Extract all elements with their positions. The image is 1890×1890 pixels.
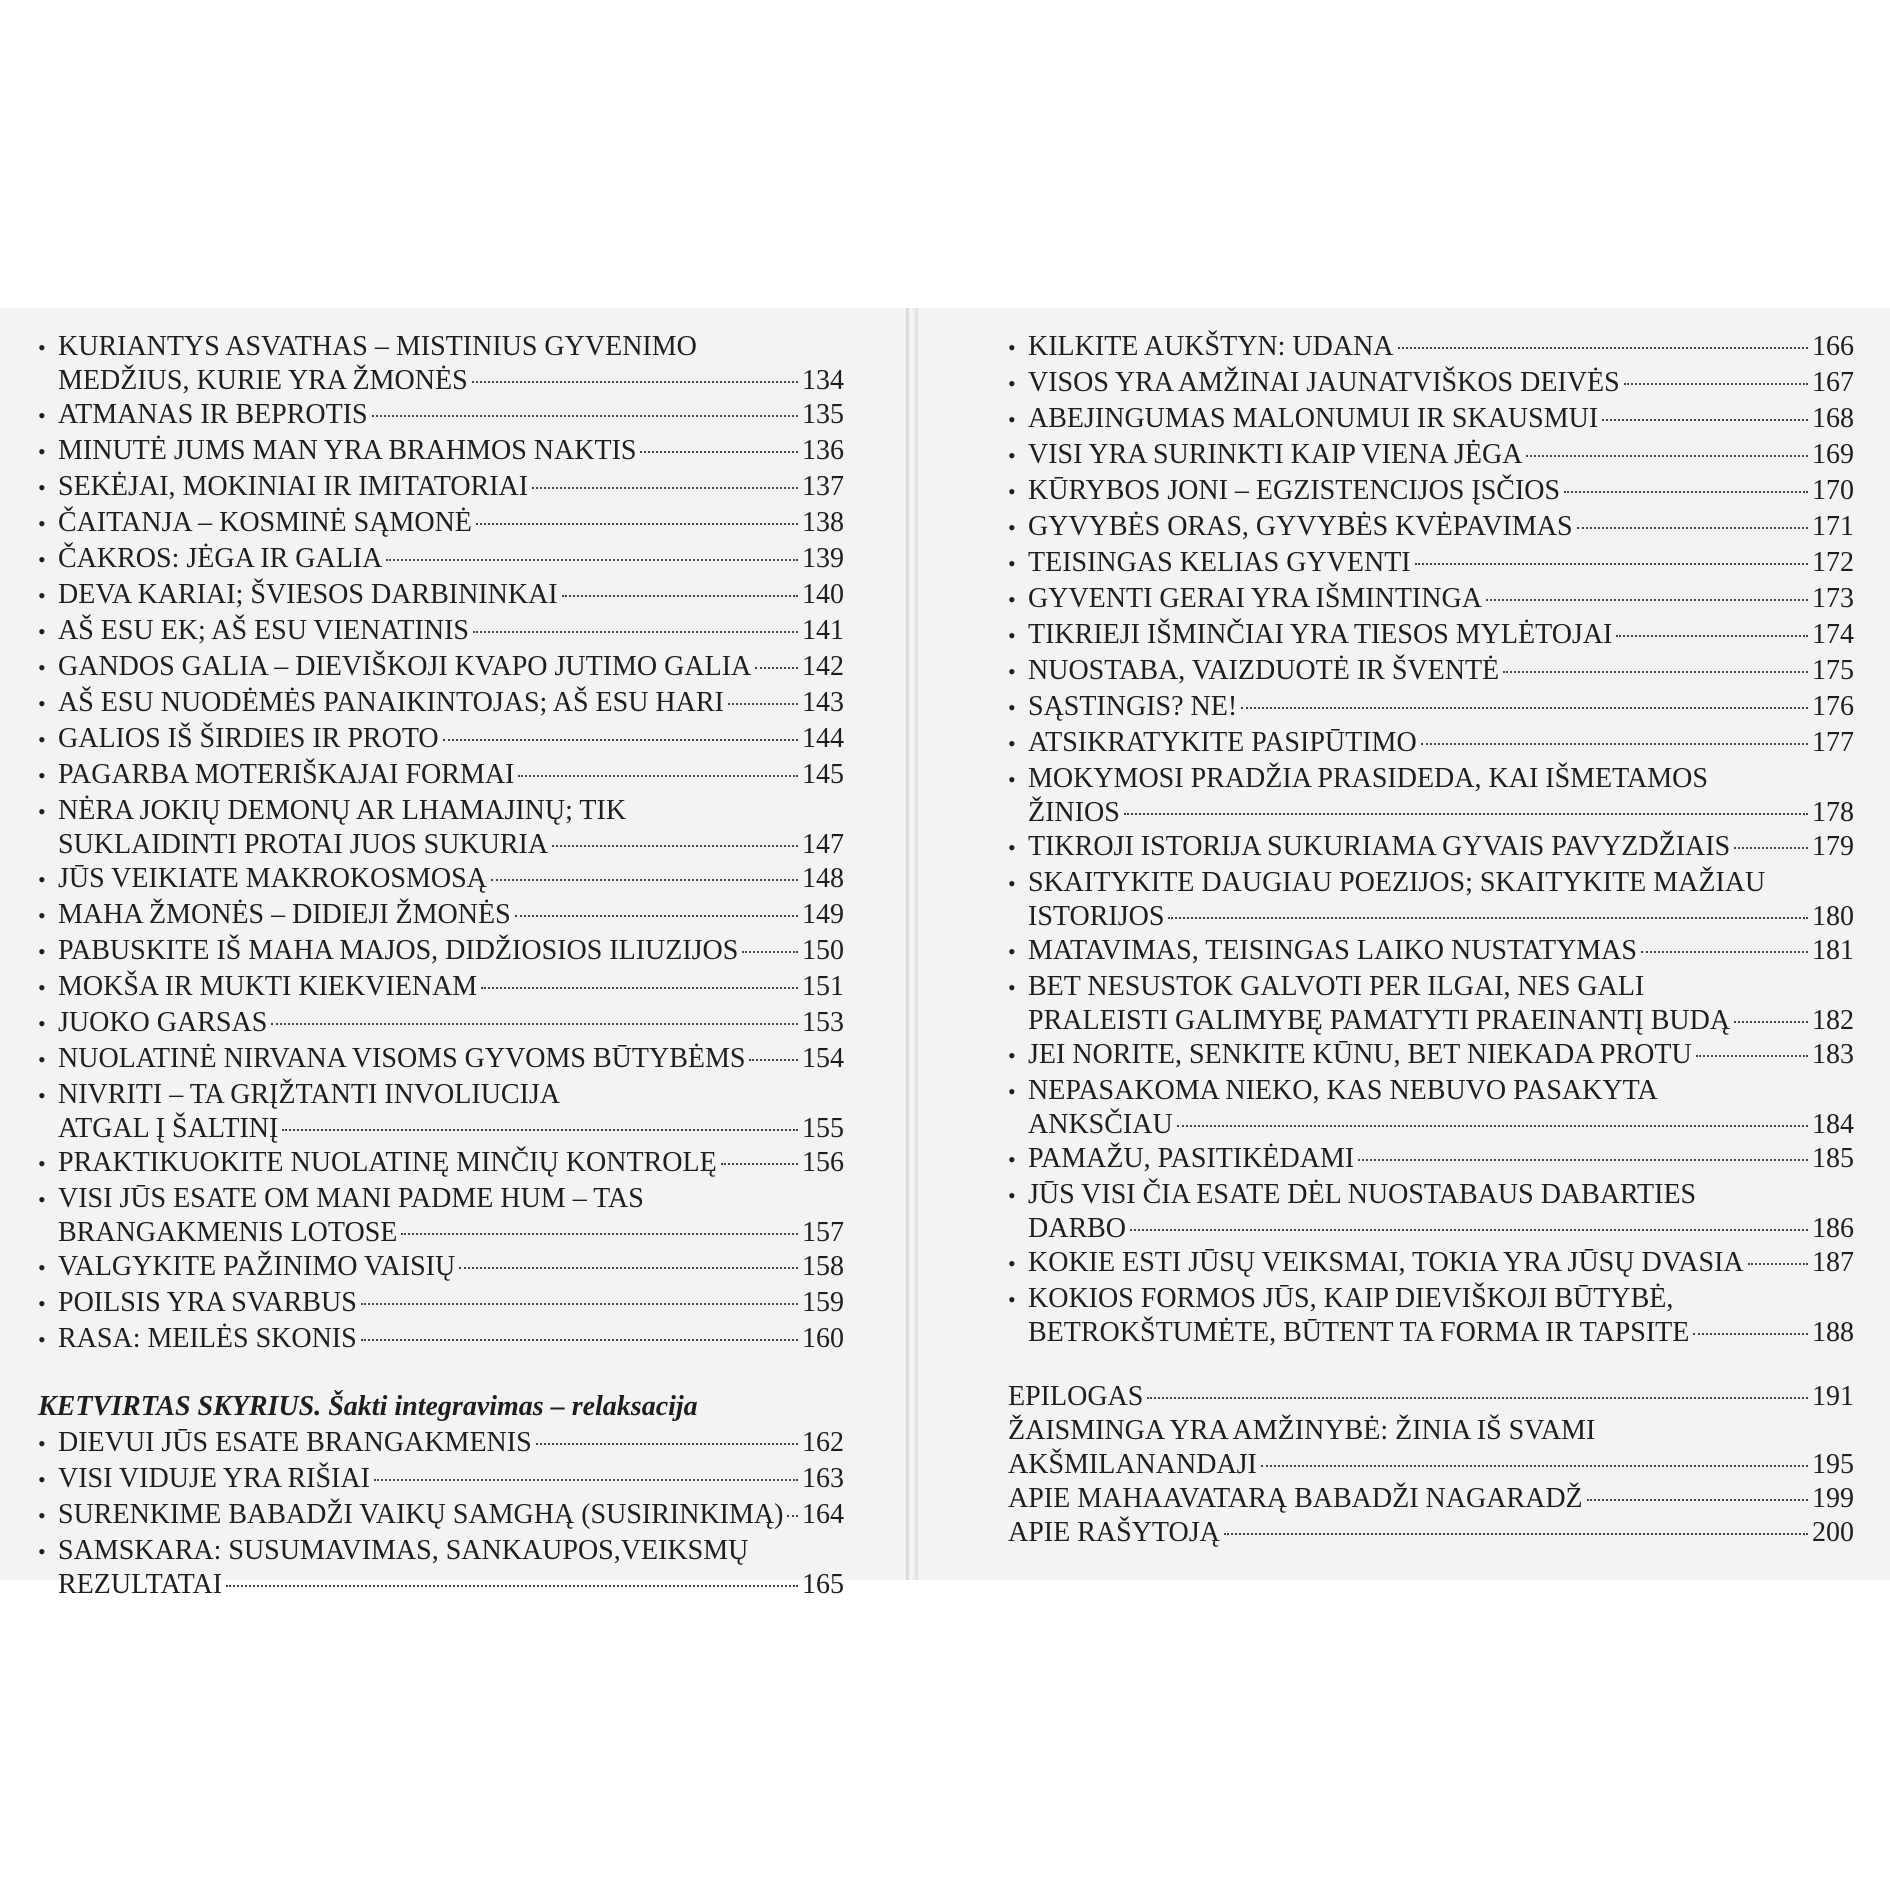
toc-page-number: 162 bbox=[802, 1427, 844, 1458]
dot-leader bbox=[1748, 1263, 1808, 1265]
bullet-icon: • bbox=[38, 511, 46, 536]
toc-entry bbox=[38, 650, 844, 686]
dot-leader bbox=[1616, 635, 1808, 637]
toc-entry bbox=[1008, 726, 1854, 762]
toc-entry bbox=[38, 542, 844, 578]
bullet-icon: • bbox=[38, 1431, 46, 1456]
toc-entry-title: KOKIE ESTI JŪSŲ VEIKSMAI, TOKIA YRA JŪSŲ DVASIA bbox=[1028, 1247, 1744, 1278]
toc-page-number: 135 bbox=[802, 399, 844, 430]
toc-entry bbox=[1008, 1482, 1854, 1516]
toc-entry-title: NEPASAKOMA NIEKO, KAS NEBUVO PASAKYTA bbox=[1028, 1075, 1658, 1106]
toc-entry-title: JUOKO GARSAS bbox=[58, 1007, 268, 1038]
toc-entry-title: MATAVIMAS, TEISINGAS LAIKO NUSTATYMAS bbox=[1028, 935, 1637, 966]
toc-page-number: 191 bbox=[1812, 1381, 1854, 1412]
bullet-icon: • bbox=[38, 939, 46, 964]
toc-entry-title: KOKIOS FORMOS JŪS, KAIP DIEVIŠKOJI BŪTYBĖ, bbox=[1028, 1283, 1674, 1314]
toc-entry bbox=[38, 686, 844, 722]
dot-leader bbox=[1564, 491, 1808, 493]
dot-leader bbox=[515, 915, 798, 917]
bullet-icon: • bbox=[38, 1255, 46, 1280]
toc-entry-title: DEVA KARIAI; ŠVIESOS DARBININKAI bbox=[58, 579, 558, 610]
toc-entry-title: KŪRYBOS JONI – EGZISTENCIJOS ĮSČIOS bbox=[1028, 475, 1561, 506]
dot-leader bbox=[1641, 951, 1808, 953]
toc-entry bbox=[38, 862, 844, 898]
toc-page-number: 180 bbox=[1812, 901, 1854, 932]
toc-entry bbox=[38, 794, 844, 862]
toc-entry bbox=[38, 470, 844, 506]
toc-entry bbox=[1008, 510, 1854, 546]
toc-entry bbox=[1008, 1142, 1854, 1178]
bullet-icon: • bbox=[1008, 515, 1016, 540]
toc-entry-title: JŪS VEIKIATE MAKROKOSMOSĄ bbox=[58, 863, 487, 894]
toc-entry bbox=[1008, 934, 1854, 970]
bullet-icon: • bbox=[1008, 975, 1016, 1000]
toc-entry-title: TIKRIEJI IŠMINČIAI YRA TIESOS MYLĖTOJAI bbox=[1028, 619, 1613, 650]
toc-entry-title: MOKYMOSI PRADŽIA PRASIDEDA, KAI IŠMETAMOS bbox=[1028, 763, 1708, 794]
toc-entry-title: GYVYBĖS ORAS, GYVYBĖS KVĖPAVIMAS bbox=[1028, 511, 1573, 542]
toc-page-number: 182 bbox=[1812, 1005, 1854, 1036]
bullet-icon: • bbox=[38, 655, 46, 680]
toc-entry bbox=[1008, 402, 1854, 438]
toc-entry-title: ISTORIJOS bbox=[1028, 901, 1165, 932]
toc-entry-title: DIEVUI JŪS ESATE BRANGAKMENIS bbox=[58, 1427, 532, 1458]
toc-entry-title: ATGAL Į ŠALTINĮ bbox=[58, 1113, 279, 1144]
toc-page-number: 168 bbox=[1812, 403, 1854, 434]
toc-entry bbox=[1008, 654, 1854, 690]
bullet-icon: • bbox=[38, 1539, 46, 1564]
toc-entry-title: SURENKIME BABADŽI VAIKŲ SAMGHĄ (SUSIRINKIMĄ) bbox=[58, 1499, 784, 1530]
bullet-icon: • bbox=[38, 1151, 46, 1176]
toc-page-number: 156 bbox=[802, 1147, 844, 1178]
toc-entry-title: RASA: MEILĖS SKONIS bbox=[58, 1323, 357, 1354]
dot-leader bbox=[536, 1443, 798, 1445]
dot-leader bbox=[1734, 1021, 1808, 1023]
dot-leader bbox=[481, 987, 798, 989]
left-toc-list bbox=[38, 330, 844, 1602]
dot-leader bbox=[1587, 1499, 1808, 1501]
bullet-icon: • bbox=[38, 799, 46, 824]
bullet-icon: • bbox=[1008, 659, 1016, 684]
toc-entry bbox=[38, 1462, 844, 1498]
toc-page-number: 167 bbox=[1812, 367, 1854, 398]
toc-page-number: 153 bbox=[802, 1007, 844, 1038]
toc-entry bbox=[1008, 474, 1854, 510]
toc-entry bbox=[1008, 830, 1854, 866]
toc-entry bbox=[38, 578, 844, 614]
dot-leader bbox=[1421, 743, 1808, 745]
dot-leader bbox=[1526, 455, 1808, 457]
dot-leader bbox=[640, 451, 798, 453]
toc-entry-title: KILKITE AUKŠTYN: UDANA bbox=[1028, 331, 1394, 362]
dot-leader bbox=[562, 595, 798, 597]
dot-leader bbox=[552, 845, 798, 847]
bullet-icon: • bbox=[38, 1327, 46, 1352]
dot-leader bbox=[226, 1585, 798, 1587]
toc-entry bbox=[38, 1078, 844, 1146]
toc-page-number: 149 bbox=[802, 899, 844, 930]
toc-page-number: 200 bbox=[1812, 1517, 1854, 1548]
bullet-icon: • bbox=[1008, 371, 1016, 396]
toc-entry bbox=[38, 506, 844, 542]
bullet-icon: • bbox=[38, 727, 46, 752]
dot-leader bbox=[459, 1267, 798, 1269]
bullet-icon: • bbox=[1008, 767, 1016, 792]
toc-page-number: 148 bbox=[802, 863, 844, 894]
toc-page-number: 151 bbox=[802, 971, 844, 1002]
bullet-icon: • bbox=[1008, 1287, 1016, 1312]
toc-page-number: 159 bbox=[802, 1287, 844, 1318]
toc-page-number: 188 bbox=[1812, 1317, 1854, 1348]
toc-page-number: 178 bbox=[1812, 797, 1854, 828]
bullet-icon: • bbox=[38, 975, 46, 1000]
toc-entry-title: SAMSKARA: SUSUMAVIMAS, SANKAUPOS,VEIKSMŲ bbox=[58, 1535, 749, 1566]
dot-leader bbox=[1734, 847, 1808, 849]
toc-page-number: 175 bbox=[1812, 655, 1854, 686]
toc-page-number: 141 bbox=[802, 615, 844, 646]
bullet-icon: • bbox=[1008, 871, 1016, 896]
toc-page-number: 176 bbox=[1812, 691, 1854, 722]
toc-entry-title: SKAITYKITE DAUGIAU POEZIJOS; SKAITYKITE MAŽIAU bbox=[1028, 867, 1766, 898]
toc-entry bbox=[1008, 866, 1854, 934]
toc-entry-title: ATMANAS IR BEPROTIS bbox=[58, 399, 368, 430]
toc-page-number: 187 bbox=[1812, 1247, 1854, 1278]
toc-entry-title: SUKLAIDINTI PROTAI JUOS SUKURIA bbox=[58, 829, 549, 860]
toc-page-number: 165 bbox=[802, 1569, 844, 1600]
toc-entry bbox=[1008, 690, 1854, 726]
toc-entry bbox=[38, 1322, 844, 1358]
toc-entry-title: VISI VIDUJE YRA RIŠIAI bbox=[58, 1463, 370, 1494]
section-spacer bbox=[1008, 1350, 1854, 1380]
toc-entry-title: TEISINGAS KELIAS GYVENTI bbox=[1028, 547, 1411, 578]
bullet-icon: • bbox=[38, 583, 46, 608]
toc-page-number: 163 bbox=[802, 1463, 844, 1494]
dot-leader bbox=[476, 523, 798, 525]
toc-entry bbox=[1008, 366, 1854, 402]
dot-leader bbox=[1168, 917, 1808, 919]
toc-entry-title: POILSIS YRA SVARBUS bbox=[58, 1287, 357, 1318]
dot-leader bbox=[787, 1515, 798, 1517]
bullet-icon: • bbox=[1008, 335, 1016, 360]
toc-page-number: 160 bbox=[802, 1323, 844, 1354]
toc-page-number: 145 bbox=[802, 759, 844, 790]
dot-leader bbox=[372, 415, 798, 417]
toc-page-number: 138 bbox=[802, 507, 844, 538]
toc-entry-title: VISI YRA SURINKTI KAIP VIENA JĖGA bbox=[1028, 439, 1523, 470]
toc-entry-title: REZULTATAI bbox=[58, 1569, 223, 1600]
toc-page-number: 157 bbox=[802, 1217, 844, 1248]
toc-entry-title: ANKSČIAU bbox=[1028, 1109, 1173, 1140]
bullet-icon: • bbox=[38, 403, 46, 428]
toc-page-number: 199 bbox=[1812, 1483, 1854, 1514]
toc-entry-title: SĄSTINGIS? NE! bbox=[1028, 691, 1238, 722]
toc-page-number: 140 bbox=[802, 579, 844, 610]
toc-entry-title: DARBO bbox=[1028, 1213, 1127, 1244]
dot-leader bbox=[742, 951, 798, 953]
toc-entry-title: JEI NORITE, SENKITE KŪNU, BET NIEKADA PROTU bbox=[1028, 1039, 1692, 1070]
bullet-icon: • bbox=[38, 1467, 46, 1492]
toc-entry-title: BET NESUSTOK GALVOTI PER ILGAI, NES GALI bbox=[1028, 971, 1645, 1002]
toc-entry bbox=[38, 1250, 844, 1286]
toc-page-number: 169 bbox=[1812, 439, 1854, 470]
toc-entry bbox=[38, 970, 844, 1006]
toc-entry bbox=[1008, 1038, 1854, 1074]
bullet-icon: • bbox=[38, 439, 46, 464]
toc-entry bbox=[38, 898, 844, 934]
toc-page-number: 166 bbox=[1812, 331, 1854, 362]
dot-leader bbox=[728, 703, 798, 705]
right-toc-list bbox=[1008, 330, 1854, 1550]
toc-entry bbox=[1008, 1074, 1854, 1142]
toc-entry bbox=[1008, 1282, 1854, 1350]
toc-entry bbox=[38, 1534, 844, 1602]
toc-page-number: 177 bbox=[1812, 727, 1854, 758]
toc-entry-title: ABEJINGUMAS MALONUMUI IR SKAUSMUI bbox=[1028, 403, 1599, 434]
toc-entry bbox=[38, 1498, 844, 1534]
dot-leader bbox=[1261, 1465, 1808, 1467]
toc-entry-title: PRAKTIKUOKITE NUOLATINĘ MINČIŲ KONTROLĘ bbox=[58, 1147, 717, 1178]
toc-page-number: 155 bbox=[802, 1113, 844, 1144]
bullet-icon: • bbox=[38, 1187, 46, 1212]
toc-page-number: 144 bbox=[802, 723, 844, 754]
dot-leader bbox=[374, 1479, 798, 1481]
bullet-icon: • bbox=[38, 1503, 46, 1528]
toc-entry bbox=[1008, 1178, 1854, 1246]
toc-page-number: 181 bbox=[1812, 935, 1854, 966]
toc-entry-title: NUOSTABA, VAIZDUOTĖ IR ŠVENTĖ bbox=[1028, 655, 1500, 686]
toc-entry-title: PABUSKITE IŠ MAHA MAJOS, DIDŽIOSIOS ILIUZIJOS bbox=[58, 935, 739, 966]
toc-entry-title: AŠ ESU EK; AŠ ESU VIENATINIS bbox=[58, 615, 469, 646]
toc-page-number: 171 bbox=[1812, 511, 1854, 542]
dot-leader bbox=[472, 381, 798, 383]
bullet-icon: • bbox=[1008, 1147, 1016, 1172]
dot-leader bbox=[271, 1023, 798, 1025]
bullet-icon: • bbox=[38, 1291, 46, 1316]
toc-page-number: 136 bbox=[802, 435, 844, 466]
toc-entry-title: MINUTĖ JUMS MAN YRA BRAHMOS NAKTIS bbox=[58, 435, 637, 466]
bullet-icon: • bbox=[38, 1011, 46, 1036]
toc-entry-title: VISI JŪS ESATE OM MANI PADME HUM – TAS bbox=[58, 1183, 644, 1214]
bullet-icon: • bbox=[38, 475, 46, 500]
dot-leader bbox=[386, 559, 798, 561]
toc-entry-title: PAMAŽU, PASITIKĖDAMI bbox=[1028, 1143, 1355, 1174]
toc-page-number: 185 bbox=[1812, 1143, 1854, 1174]
dot-leader bbox=[1415, 563, 1808, 565]
book-gutter bbox=[906, 308, 918, 1580]
toc-page-number: 164 bbox=[802, 1499, 844, 1530]
toc-entry-title: AKŠMILANANDAJI bbox=[1008, 1449, 1257, 1480]
toc-entry-title: MOKŠA IR MUKTI KIEKVIENAM bbox=[58, 971, 478, 1002]
bullet-icon: • bbox=[38, 867, 46, 892]
toc-entry-title: VALGYKITE PAŽINIMO VAISIŲ bbox=[58, 1251, 456, 1282]
toc-page-number: 134 bbox=[802, 365, 844, 396]
toc-entry bbox=[38, 434, 844, 470]
toc-page-number: 184 bbox=[1812, 1109, 1854, 1140]
toc-entry-title: ČAITANJA – KOSMINĖ SĄMONĖ bbox=[58, 507, 472, 538]
toc-page-number: 173 bbox=[1812, 583, 1854, 614]
toc-entry bbox=[38, 1182, 844, 1250]
dot-leader bbox=[518, 775, 798, 777]
dot-leader bbox=[401, 1233, 798, 1235]
toc-entry bbox=[1008, 618, 1854, 654]
toc-page-number: 137 bbox=[802, 471, 844, 502]
toc-page-number: 150 bbox=[802, 935, 844, 966]
toc-page-number: 139 bbox=[802, 543, 844, 574]
bullet-icon: • bbox=[1008, 587, 1016, 612]
toc-page-number: 143 bbox=[802, 687, 844, 718]
toc-entry-title: BRANGAKMENIS LOTOSE bbox=[58, 1217, 398, 1248]
toc-entry bbox=[1008, 1246, 1854, 1282]
toc-entry bbox=[38, 934, 844, 970]
toc-entry-title: AŠ ESU NUODĖMĖS PANAIKINTOJAS; AŠ ESU HARI bbox=[58, 687, 724, 718]
dot-leader bbox=[1624, 383, 1808, 385]
toc-entry bbox=[38, 722, 844, 758]
bullet-icon: • bbox=[1008, 551, 1016, 576]
bullet-icon: • bbox=[1008, 623, 1016, 648]
toc-page-number: 154 bbox=[802, 1043, 844, 1074]
toc-entry-title: TIKROJI ISTORIJA SUKURIAMA GYVAIS PAVYZDŽIAIS bbox=[1028, 831, 1731, 862]
toc-entry-title: GALIOS IŠ ŠIRDIES IR PROTO bbox=[58, 723, 439, 754]
toc-entry-title: BETROKŠTUMĖTE, BŪTENT TA FORMA IR TAPSITE bbox=[1028, 1317, 1690, 1348]
dot-leader bbox=[361, 1339, 798, 1341]
bullet-icon: • bbox=[1008, 939, 1016, 964]
dot-leader bbox=[1241, 707, 1808, 709]
toc-entry bbox=[38, 614, 844, 650]
dot-leader bbox=[755, 667, 798, 669]
toc-entry-title: GANDOS GALIA – DIEVIŠKOJI KVAPO JUTIMO GALIA bbox=[58, 651, 752, 682]
toc-page-number: 158 bbox=[802, 1251, 844, 1282]
dot-leader bbox=[1147, 1397, 1808, 1399]
toc-page-number: 170 bbox=[1812, 475, 1854, 506]
toc-page-number: 195 bbox=[1812, 1449, 1854, 1480]
toc-entry-title: SEKĖJAI, MOKINIAI IR IMITATORIAI bbox=[58, 471, 529, 502]
toc-page-number: 142 bbox=[802, 651, 844, 682]
toc-page-number: 179 bbox=[1812, 831, 1854, 862]
dot-leader bbox=[1696, 1055, 1808, 1057]
dot-leader bbox=[443, 739, 798, 741]
dot-leader bbox=[1358, 1159, 1808, 1161]
dot-leader bbox=[1224, 1533, 1808, 1535]
bullet-icon: • bbox=[1008, 835, 1016, 860]
toc-entry bbox=[1008, 1516, 1854, 1550]
dot-leader bbox=[1124, 813, 1808, 815]
dot-leader bbox=[1503, 671, 1808, 673]
dot-leader bbox=[1130, 1229, 1808, 1231]
bullet-icon: • bbox=[38, 1047, 46, 1072]
bullet-icon: • bbox=[1008, 1079, 1016, 1104]
toc-entry bbox=[38, 1006, 844, 1042]
toc-entry-title: ATSIKRATYKITE PASIPŪTIMO bbox=[1028, 727, 1417, 758]
dot-leader bbox=[361, 1303, 798, 1305]
toc-entry bbox=[38, 1286, 844, 1322]
toc-entry bbox=[38, 1426, 844, 1462]
toc-entry-title: PRALEISTI GALIMYBĘ PAMATYTI PRAEINANTĮ BUDĄ bbox=[1028, 1005, 1731, 1036]
toc-entry bbox=[1008, 762, 1854, 830]
toc-entry-title: APIE MAHAAVATARĄ BABADŽI NAGARADŽ bbox=[1008, 1483, 1583, 1514]
bullet-icon: • bbox=[1008, 1043, 1016, 1068]
dot-leader bbox=[1177, 1125, 1808, 1127]
bullet-icon: • bbox=[38, 903, 46, 928]
toc-entry-title: ŽAISMINGA YRA AMŽINYBĖ: ŽINIA IŠ SVAMI bbox=[1008, 1415, 1596, 1446]
bullet-icon: • bbox=[1008, 479, 1016, 504]
toc-entry bbox=[38, 1146, 844, 1182]
toc-page-number: 147 bbox=[802, 829, 844, 860]
toc-entry bbox=[1008, 1380, 1854, 1414]
bullet-icon: • bbox=[1008, 443, 1016, 468]
dot-leader bbox=[1577, 527, 1808, 529]
dot-leader bbox=[749, 1059, 798, 1061]
toc-entry-title: EPILOGAS bbox=[1008, 1381, 1144, 1412]
toc-entry bbox=[38, 758, 844, 794]
toc-entry-title: APIE RAŠYTOJĄ bbox=[1008, 1517, 1220, 1548]
dot-leader bbox=[1602, 419, 1808, 421]
chapter-heading: KETVIRTAS SKYRIUS. Šakti integravimas – relaksacija bbox=[38, 1391, 698, 1422]
toc-entry bbox=[1008, 330, 1854, 366]
toc-entry bbox=[1008, 1414, 1854, 1482]
dot-leader bbox=[532, 487, 798, 489]
toc-page-number: 174 bbox=[1812, 619, 1854, 650]
toc-entry-title: NUOLATINĖ NIRVANA VISOMS GYVOMS BŪTYBĖMS bbox=[58, 1043, 746, 1074]
toc-entry bbox=[1008, 438, 1854, 474]
toc-entry-title: KURIANTYS ASVATHAS – MISTINIUS GYVENIMO bbox=[58, 331, 697, 362]
toc-entry-title: NIVRITI – TA GRĮŽTANTI INVOLIUCIJA bbox=[58, 1079, 561, 1110]
toc-page-number: 172 bbox=[1812, 547, 1854, 578]
bullet-icon: • bbox=[1008, 1183, 1016, 1208]
toc-entry-title: ŽINIOS bbox=[1028, 797, 1120, 828]
toc-entry-title: MAHA ŽMONĖS – DIDIEJI ŽMONĖS bbox=[58, 899, 511, 930]
bullet-icon: • bbox=[1008, 731, 1016, 756]
dot-leader bbox=[1486, 599, 1808, 601]
toc-entry-title: NĖRA JOKIŲ DEMONŲ AR LHAMAJINŲ; TIK bbox=[58, 795, 627, 826]
toc-entry-title: JŪS VISI ČIA ESATE DĖL NUOSTABAUS DABARTIES bbox=[1028, 1179, 1697, 1210]
bullet-icon: • bbox=[1008, 1251, 1016, 1276]
bullet-icon: • bbox=[1008, 695, 1016, 720]
dot-leader bbox=[473, 631, 798, 633]
toc-entry-title: MEDŽIUS, KURIE YRA ŽMONĖS bbox=[58, 365, 468, 396]
bullet-icon: • bbox=[38, 1083, 46, 1108]
bullet-icon: • bbox=[38, 763, 46, 788]
toc-entry-title: GYVENTI GERAI YRA IŠMINTINGA bbox=[1028, 583, 1482, 614]
bullet-icon: • bbox=[38, 547, 46, 572]
toc-entry bbox=[38, 330, 844, 398]
bullet-icon: • bbox=[38, 691, 46, 716]
dot-leader bbox=[1693, 1333, 1808, 1335]
dot-leader bbox=[491, 879, 798, 881]
toc-entry bbox=[38, 1042, 844, 1078]
toc-entry bbox=[1008, 582, 1854, 618]
toc-entry bbox=[1008, 970, 1854, 1038]
bullet-icon: • bbox=[38, 619, 46, 644]
toc-entry bbox=[38, 398, 844, 434]
toc-entry-title: VISOS YRA AMŽINAI JAUNATVIŠKOS DEIVĖS bbox=[1028, 367, 1620, 398]
bullet-icon: • bbox=[1008, 407, 1016, 432]
toc-entry-title: PAGARBA MOTERIŠKAJAI FORMAI bbox=[58, 759, 515, 790]
toc-page-number: 186 bbox=[1812, 1213, 1854, 1244]
toc-entry-title: ČAKROS: JĖGA IR GALIA bbox=[58, 543, 383, 574]
dot-leader bbox=[282, 1129, 798, 1131]
toc-entry bbox=[1008, 546, 1854, 582]
bullet-icon: • bbox=[38, 335, 46, 360]
dot-leader bbox=[721, 1163, 798, 1165]
dot-leader bbox=[1398, 347, 1808, 349]
toc-page-number: 183 bbox=[1812, 1039, 1854, 1070]
